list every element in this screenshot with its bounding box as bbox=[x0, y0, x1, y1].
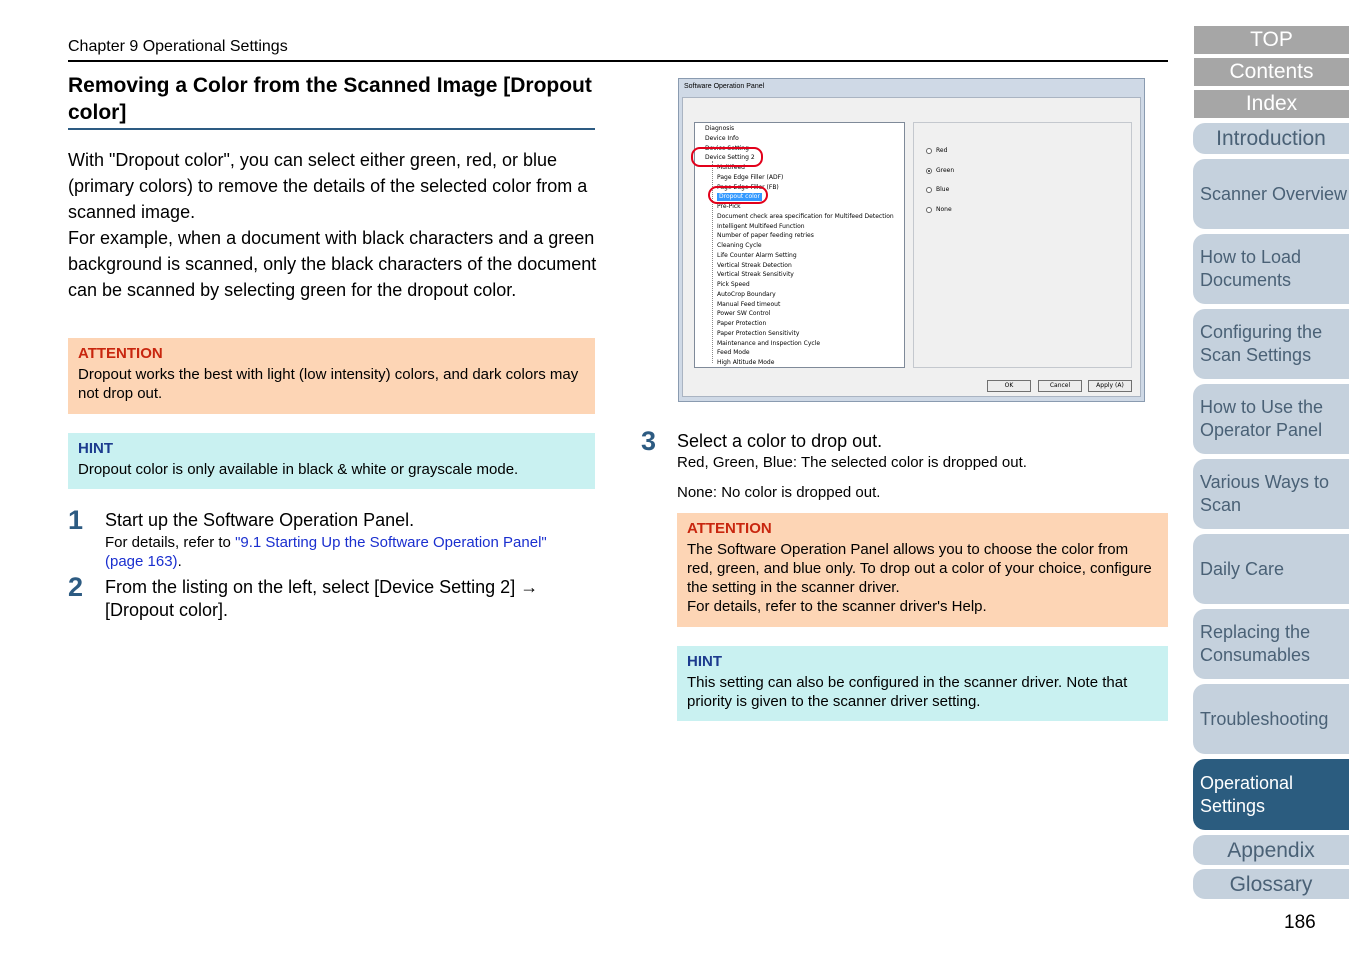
section-title: Removing a Color from the Scanned Image [Dropout color] bbox=[68, 74, 592, 124]
hint-text: This setting can also be configured in the scanner driver. Note that priority is given to the scanner driver setting. bbox=[687, 674, 1128, 710]
step-reference-link[interactable]: "9.1 Starting Up the Software Operation Panel" (page 163) bbox=[105, 534, 547, 570]
tree-item[interactable]: Device Info bbox=[705, 134, 739, 142]
step-details-colors: Red, Green, Blue: The selected color is dropped out. bbox=[677, 454, 1027, 471]
nav-tab-replacing-consumables[interactable]: Replacing the Consumables bbox=[1193, 609, 1349, 679]
intro-paragraph-2: For example, when a document with black characters and a green background is scanned, only the black characters of the document can be scanned by selecting green for the dropout color. bbox=[68, 228, 597, 300]
radio-label: Red bbox=[936, 147, 948, 154]
nav-tab-operator-panel[interactable]: How to Use the Operator Panel bbox=[1193, 384, 1349, 454]
highlight-dropout-color bbox=[708, 186, 768, 204]
tree-item[interactable]: Device Setting 2 bbox=[705, 154, 755, 162]
nav-tab-how-to-load-documents[interactable]: How to Load Documents bbox=[1193, 234, 1349, 304]
tree-item[interactable]: Vertical Streak Detection bbox=[717, 261, 792, 269]
tree-item[interactable]: Feed Mode bbox=[717, 349, 750, 357]
attention-text: The Software Operation Panel allows you to choose the color from red, green, and blue only. To drop out a color of your choice, configure the setting in the scanner driver. bbox=[687, 541, 1152, 596]
step-details bbox=[105, 533, 585, 571]
attention-title: ATTENTION bbox=[78, 345, 163, 362]
attention-box bbox=[68, 338, 595, 414]
hint-box bbox=[677, 646, 1168, 721]
hint-title: HINT bbox=[687, 653, 722, 670]
highlight-device-setting-2 bbox=[691, 144, 763, 167]
nav-tab-troubleshooting[interactable]: Troubleshooting bbox=[1193, 684, 1349, 754]
step-instruction: Select a color to drop out. bbox=[677, 431, 883, 451]
window-title: Software Operation Panel bbox=[684, 83, 765, 90]
radio-red[interactable] bbox=[926, 147, 947, 155]
hint-text: Dropout color is only available in black & white or grayscale mode. bbox=[78, 461, 519, 478]
tree-item[interactable]: Manual Feed timeout bbox=[717, 300, 781, 308]
tree-item[interactable]: Power SW Control bbox=[717, 310, 771, 318]
radio-green[interactable] bbox=[926, 167, 954, 175]
radio-button-icon bbox=[926, 148, 932, 154]
hint-title: HINT bbox=[78, 440, 113, 457]
nav-tab-daily-care[interactable]: Daily Care bbox=[1193, 534, 1349, 604]
tree-item[interactable]: High Altitude Mode bbox=[717, 359, 775, 366]
radio-label: Blue bbox=[936, 186, 950, 193]
radio-button-icon bbox=[926, 207, 932, 213]
tree-item[interactable]: Device Setting bbox=[705, 144, 749, 152]
nav-contents-button[interactable]: Contents bbox=[1194, 58, 1349, 86]
tree-item[interactable]: Page Edge Filler (FB) bbox=[717, 183, 779, 191]
page-number: 186 bbox=[1284, 912, 1316, 933]
cancel-button[interactable]: Cancel bbox=[1038, 380, 1082, 392]
window-body bbox=[682, 97, 1141, 397]
tree-item[interactable]: Pick Speed bbox=[717, 281, 750, 288]
tree-item[interactable]: Life Counter Alarm Setting bbox=[717, 251, 797, 259]
nav-tab-appendix[interactable]: Appendix bbox=[1193, 835, 1349, 865]
tree-item[interactable]: AutoCrop Boundary bbox=[717, 290, 776, 298]
intro-paragraph-1: With "Dropout color", you can select either green, red, or blue (primary colors) to remove the details of the selected color from a scanned image. bbox=[68, 150, 588, 222]
hint-box bbox=[68, 433, 595, 489]
attention-text: Dropout works the best with light (low intensity) colors, and dark colors may not drop out. bbox=[78, 366, 579, 402]
tree-item[interactable]: Pre-Pick bbox=[717, 203, 741, 210]
step-number: 2 bbox=[68, 572, 84, 602]
nav-tab-configuring-scan-settings[interactable]: Configuring the Scan Settings bbox=[1193, 309, 1349, 379]
tree-item[interactable]: Maintenance and Inspection Cycle bbox=[717, 339, 821, 347]
tree-item[interactable]: Number of paper feeding retries bbox=[717, 232, 814, 240]
tree-item[interactable]: Cleaning Cycle bbox=[717, 242, 762, 249]
tree-item[interactable]: Diagnosis bbox=[705, 125, 735, 132]
attention-box bbox=[677, 513, 1168, 627]
step-number: 3 bbox=[641, 426, 657, 456]
step-details-suffix: . bbox=[177, 553, 182, 570]
step-details-prefix: For details, refer to bbox=[105, 534, 236, 551]
radio-button-checked-icon bbox=[926, 168, 932, 174]
tree-item[interactable]: Dropout color bbox=[719, 193, 760, 201]
tree-item[interactable]: Document check area specification for Multifeed Detection bbox=[717, 212, 894, 220]
nav-tab-introduction[interactable]: Introduction bbox=[1193, 123, 1349, 154]
title-underline bbox=[68, 128, 595, 130]
dropout-color-options bbox=[913, 122, 1132, 368]
software-operation-panel-screenshot bbox=[678, 78, 1145, 402]
step-details-none: None: No color is dropped out. bbox=[677, 484, 881, 501]
apply-button[interactable]: Apply (A) bbox=[1088, 380, 1132, 392]
step-instruction: From the listing on the left, select [Device Setting 2] → [Dropout color]. bbox=[105, 577, 539, 620]
nav-tab-various-ways-to-scan[interactable]: Various Ways to Scan bbox=[1193, 459, 1349, 529]
radio-label: Green bbox=[936, 167, 955, 174]
attention-text-2: For details, refer to the scanner driver's Help. bbox=[687, 598, 987, 615]
chapter-heading: Chapter 9 Operational Settings bbox=[68, 38, 288, 55]
nav-top-button[interactable]: TOP bbox=[1194, 26, 1349, 54]
attention-title: ATTENTION bbox=[687, 520, 772, 537]
tree-item[interactable]: Vertical Streak Sensitivity bbox=[717, 271, 794, 279]
nav-tab-scanner-overview[interactable]: Scanner Overview bbox=[1193, 159, 1349, 229]
tree-item[interactable]: Intelligent Multifeed Function bbox=[717, 222, 805, 230]
tree-item[interactable]: Paper Protection bbox=[717, 320, 767, 327]
nav-tab-operational-settings[interactable]: Operational Settings bbox=[1193, 759, 1349, 830]
step-instruction: Start up the Software Operation Panel. bbox=[105, 510, 415, 530]
tree-item[interactable]: Paper Protection Sensitivity bbox=[717, 329, 800, 337]
nav-index-button[interactable]: Index bbox=[1194, 90, 1349, 118]
radio-blue[interactable] bbox=[926, 186, 949, 194]
header-divider bbox=[68, 60, 1168, 62]
tree-item[interactable]: Page Edge Filler (ADF) bbox=[717, 173, 784, 181]
ok-button[interactable]: OK bbox=[987, 380, 1031, 392]
nav-tab-glossary[interactable]: Glossary bbox=[1193, 869, 1349, 899]
intro-text bbox=[68, 147, 598, 303]
radio-button-icon bbox=[926, 187, 932, 193]
radio-label: None bbox=[936, 206, 952, 213]
radio-none[interactable] bbox=[926, 206, 952, 214]
step-number: 1 bbox=[68, 505, 84, 535]
tree-item[interactable]: Multifeed bbox=[717, 164, 745, 171]
